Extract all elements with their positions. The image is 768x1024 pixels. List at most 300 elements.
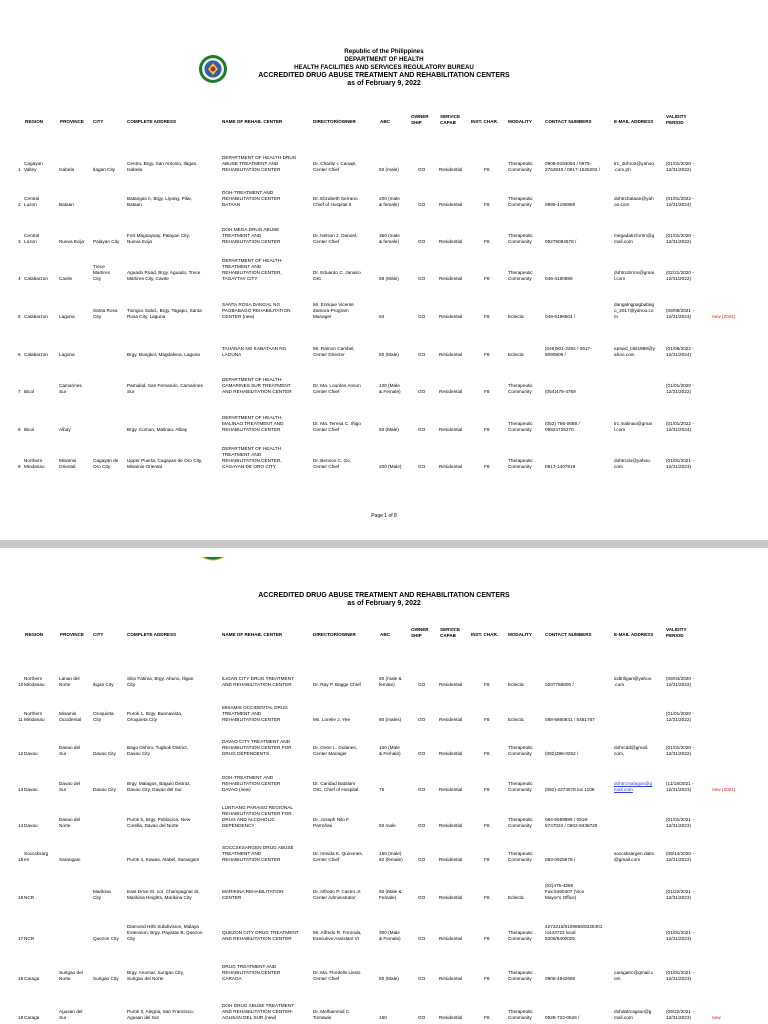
col-city: CITY — [93, 119, 104, 124]
inst-char-cell: F8 — [484, 351, 490, 357]
ownership-cell: GO — [418, 894, 426, 900]
row-number: 4 — [18, 275, 21, 281]
email-cell: epswd_tnkl1998@y ahoo.com — [614, 345, 655, 357]
inst-char-cell: F8 — [484, 313, 490, 319]
table-row — [0, 403, 768, 433]
province-cell: Nueva Ecija — [59, 238, 85, 244]
col-service: SERVICE CAPAB — [440, 627, 461, 638]
abc-cell: 64 — [379, 313, 385, 319]
table-row — [0, 436, 768, 470]
validity-cell: (01/08/2022 - 12/31/2024) — [666, 345, 694, 357]
column-header-row — [0, 113, 768, 133]
table-row — [0, 836, 768, 863]
center-name-cell: SOCCSKSARGEN DRUG ABUSE TREATMENT AND REHABILITATION CENTER — [222, 844, 294, 862]
center-name-cell: MARIKINA REHABILITATION CENTER — [222, 888, 284, 900]
director-cell: Dr. Caridad Batalam OIC, Chief of Hospital — [313, 780, 359, 792]
address-cell: Aguado Road, Brgy. Aguado, Trece Martires City, Cavite — [127, 269, 201, 281]
service-cell: Residential — [439, 894, 463, 900]
inst-char-cell: F8 — [484, 822, 490, 828]
service-cell: Residential — [439, 351, 463, 357]
director-cell: Ms. Lorelie J. Yee — [313, 716, 351, 722]
inst-char-cell: F8 — [484, 750, 490, 756]
inst-char-cell: F8 — [484, 463, 490, 469]
service-cell: Residential — [439, 1014, 463, 1020]
page-number: Page 1 of 8 — [371, 513, 397, 519]
contact-cell: (052) 786-0688 / 09924725270 — [545, 420, 580, 432]
province-cell: Davao del Norte — [59, 816, 81, 828]
col-contact: CONTACT NUMBERS — [545, 119, 592, 124]
center-name-cell: DOH-TREATMENT AND REHABILITATION CENTER BATAAN — [222, 189, 281, 207]
row-number: 5 — [18, 313, 21, 319]
as-of-date-2: as of February 9, 2022 — [347, 600, 421, 607]
director-cell: Dr. Nelson J. Danoel, Center Chief — [313, 232, 358, 244]
modality-cell: Eclectic — [508, 894, 525, 900]
table-row — [0, 695, 768, 723]
service-cell: Residential — [439, 201, 463, 207]
modality-cell: Therapeutic Community — [508, 382, 533, 394]
service-cell: Residential — [439, 463, 463, 469]
service-cell: Residential — [439, 238, 463, 244]
service-cell: Residential — [439, 716, 463, 722]
contact-cell: 0928-722-0526 / — [545, 1014, 580, 1020]
center-name-cell: DEPARTMENT OF HEALTH- MALINAO TREATMENT AND REHABILITATION CENTER — [222, 414, 284, 432]
abc-cell: 200 (Male) — [379, 463, 402, 469]
director-cell: Dr. Ma. Lourdes Anson Center Chief — [313, 382, 361, 394]
email-cell: dohrcdd@gmail. com, — [614, 744, 649, 756]
region-cell: Caraga — [24, 1014, 40, 1020]
abc-cell: 200 (male & female) — [379, 195, 400, 207]
email-cell[interactable]: dohtrcmalagos@g mail.com — [614, 780, 653, 792]
page2-header — [0, 592, 768, 608]
address-cell: Tiongco Subd., Brgy. Tagapo, Santa Rosa City, Laguna — [127, 307, 202, 319]
email-cell: icdtriligan@yahoo .com — [614, 675, 652, 687]
ownership-cell: GO — [418, 856, 426, 862]
abc-cell: 100 (Male & Female) — [379, 382, 401, 394]
center-name-cell: DEPARTMENT OF HEALTH- TREATMENT AND REHABILITATION CENTER, TAGAYTAY CITY — [222, 257, 283, 281]
center-name-cell: SANTA ROSA DANGAL NG PAGBABAGO REHABILITATION CENTER (new) — [222, 301, 291, 319]
modality-cell: Therapeutic Community — [508, 780, 533, 792]
col-inst-char: INST. CHAR. — [471, 119, 499, 124]
ownership-cell: GO — [418, 313, 426, 319]
new-badge: new — [712, 1014, 721, 1020]
center-name-cell: TAHANAN NG KABATAAN NG LAGUNA — [222, 345, 287, 357]
email-cell: caragatrc@gmail.c om — [614, 969, 654, 981]
abc-cell: 50 (Male) — [379, 975, 399, 981]
validity-cell: (01/01/2021 - 12/31/2023) — [666, 457, 694, 469]
center-name-cell: DEPARTMENT OF HEALTH- CAMARINES SUR TREATMENT AND REHABILITATION CENTER — [222, 376, 292, 394]
modality-cell: Therapeutic Community — [508, 160, 533, 172]
address-cell: Batangas II, Brgy. Liyang, Pilar, Bataan — [127, 195, 193, 207]
center-name-cell: DOH MEGA DRUG ABUSE TREATMENT AND REHABILITATION CENTER — [222, 226, 281, 244]
region-cell: Davao — [24, 786, 38, 792]
abc-cell: 50 (Male & Female) — [379, 888, 402, 900]
center-name-cell: ILIGAN CITY DRUG TREATMENT AND REHABILITATION CENTER — [222, 675, 294, 687]
abc-cell: 80 (male & female) — [379, 675, 402, 687]
province-cell: Bataan — [59, 201, 74, 207]
contact-cell: 0908-4842680 — [545, 975, 576, 981]
inst-char-cell: F8 — [484, 856, 490, 862]
header-bureau: HEALTH FACILITIES AND SERVICES REGULATORY BUREAU — [294, 64, 474, 71]
validity-cell: (01/01/2021 - 12/31/2023) — [666, 969, 694, 981]
validity-cell: (02/21/2020 - 12/31/2022) — [666, 269, 694, 281]
province-cell: Albay — [59, 426, 71, 432]
ownership-cell: GO — [418, 201, 426, 207]
address-cell: Upper Puerta, Cagayan de Oro City, Misamis Oriental — [127, 457, 203, 469]
validity-cell: (01/01/2020 - 12/31/2022) — [666, 160, 694, 172]
province-cell: Lanao del Norte — [59, 675, 80, 687]
col-address: COMPLETE ADDRESS — [127, 119, 177, 124]
row-number: 7 — [18, 388, 21, 394]
province-cell: Agusan del Sur — [59, 1008, 83, 1020]
service-cell: Residential — [439, 822, 463, 828]
table-row — [0, 336, 768, 358]
contact-cell: 4272215/8109865/8226301 /4443722 local 8205/8400025 — [545, 923, 603, 941]
province-cell: Laguna — [59, 351, 75, 357]
table-row — [0, 989, 768, 1021]
province-cell: Sarangani — [59, 856, 81, 862]
row-number: 10 — [18, 681, 24, 687]
table-row — [0, 795, 768, 829]
region-cell: Northern Mindanao — [24, 710, 45, 722]
service-cell: Residential — [439, 975, 463, 981]
validity-cell: (09/14/2020 - 12/31/2022) — [666, 850, 694, 862]
inst-char-cell: F8 — [484, 681, 490, 687]
col-address: COMPLETE ADDRESS — [127, 632, 177, 637]
province-cell: Misamis Oriental — [59, 457, 77, 469]
region-cell: Bicol — [24, 388, 35, 394]
province-cell: Davao del Sur — [59, 744, 81, 756]
city-cell: Iligan City — [93, 681, 114, 687]
city-cell: Oroquieta City — [93, 710, 114, 722]
director-cell: Dr. Ray P. Bagge Chief — [313, 681, 361, 687]
ownership-cell: GO — [418, 935, 426, 941]
modality-cell: Therapeutic Community — [508, 420, 533, 432]
validity-cell: (01/01/2020 - 12/31/2022) — [666, 710, 694, 722]
modality-cell: Therapeutic Community — [508, 457, 533, 469]
director-cell: Dr. Alfredo P. Castro Jr. Center Administrator — [313, 888, 362, 900]
ownership-cell: GO — [418, 750, 426, 756]
ownership-cell: GO — [418, 238, 426, 244]
city-cell: Quezon City — [93, 935, 119, 941]
row-number: 16 — [18, 894, 24, 900]
region-cell: NCR — [24, 935, 35, 941]
contact-cell: 084-6559896 / 0918- 5747024 / 0602-8438720 — [545, 816, 598, 828]
city-cell: Surigao City — [93, 975, 119, 981]
abc-cell: 300 (Male & Female) — [379, 929, 401, 941]
col-region: REGION — [25, 119, 44, 124]
inst-char-cell: F8 — [484, 426, 490, 432]
contact-cell: (082)-2274078 loc 1108 — [545, 786, 595, 792]
col-ownership: OWNER SHIP — [411, 114, 429, 125]
col-director: DIRECTOR/OWNER — [313, 119, 356, 124]
validity-cell: (01/01/2020 - 12/31/2022) — [666, 744, 694, 756]
abc-cell: 75 — [379, 786, 385, 792]
modality-cell: Therapeutic Community — [508, 195, 533, 207]
director-cell: Dr. Charity I. Canapi, Center Chief — [313, 160, 357, 172]
region-cell: Northern Mindanao — [24, 457, 45, 469]
email-cell: megadatrcfortm@g mail.com — [614, 232, 655, 244]
inst-char-cell: F8 — [484, 388, 490, 394]
validity-cell: (01/01/2022 - 12/31/2024) — [666, 420, 694, 432]
as-of-date: as of February 9, 2022 — [347, 80, 421, 87]
ownership-cell: GO — [418, 275, 426, 281]
contact-cell: 0917-1407819 — [545, 463, 576, 469]
row-number: 18 — [18, 975, 24, 981]
row-number: 17 — [18, 935, 24, 941]
ownership-cell: GO — [418, 1014, 426, 1020]
email-cell: trc_dohro2@yahoo .com.ph — [614, 160, 654, 172]
col-modality: MODALITY — [508, 632, 532, 637]
table-row — [0, 910, 768, 942]
modality-cell: Therapeutic Community — [508, 850, 533, 862]
row-number: 14 — [18, 822, 24, 828]
center-name-cell: DAVAO CITY TREATMENT AND REHABILITATION CENTER FOR DRUG DEPENDENTS — [222, 738, 292, 756]
col-province: PROVINCE — [60, 632, 84, 637]
address-cell: Brgy. Bungkol, Magdalena, Laguna — [127, 351, 200, 357]
email-cell: dangalngpagbabag o_2017@yahoo.co m — [614, 301, 655, 319]
service-cell: Residential — [439, 856, 463, 862]
address-cell: Sitio Fatima, Brgy. Abuno, Iligan City — [127, 675, 194, 687]
contact-cell: 0207788800 / — [545, 681, 574, 687]
row-number: 19 — [18, 1014, 24, 1020]
region-cell: Soccsksarg en — [24, 850, 49, 862]
director-cell: Dr. Irenida K. Quinones, Center Chief — [313, 850, 364, 862]
col-validity: VALIDITY PERIOD — [666, 627, 687, 638]
region-cell: Bicol — [24, 426, 35, 432]
service-cell: Residential — [439, 388, 463, 394]
inst-char-cell: F8 — [484, 238, 490, 244]
abc-cell: 50 (male) — [379, 166, 399, 172]
email-cell: soccsksargen.datrc @gmail.com — [614, 850, 655, 862]
address-cell: Brgy. Malagos, Baguio District, Davao City, Davao del Sur — [127, 780, 191, 792]
abc-cell: 350 (male & female) — [379, 232, 400, 244]
table-row — [0, 369, 768, 395]
row-number: 9 — [18, 463, 21, 469]
ownership-cell: GO — [418, 786, 426, 792]
address-cell: Purok 4, Kawas, Alabel, Sarangani — [127, 856, 200, 862]
contact-cell: 0908-8184084 / 0975- 2762840 / 0917-1526202 / — [545, 160, 600, 172]
validity-cell: (01/01/2020 - 12/31/2022) — [666, 382, 694, 394]
center-name-cell: DEPARTMENT OF HEALTH-DRUG ABUSE TREATMENT AND REHABILITATION CENTER — [222, 154, 297, 172]
email-cell: dohdatrcagsur@g mail.com — [614, 1008, 652, 1020]
validity-cell: (01/01/2022 - 12/31/2024) — [666, 195, 694, 207]
abc-cell: 80 (males) — [379, 716, 402, 722]
row-number: 1 — [18, 166, 21, 172]
inst-char-cell: F8 — [484, 935, 490, 941]
city-cell: Cagayan de Oro City — [93, 457, 119, 469]
col-director: DIRECTOR/OWNER — [313, 632, 356, 637]
center-name-cell: DOH-TREATMENT AND REHABILITATION CENTER DAVAO (new) — [222, 774, 281, 792]
service-cell: Residential — [439, 275, 463, 281]
col-service: SERVICE CAPAB — [440, 114, 461, 125]
col-validity: VALIDITY PERIOD — [666, 114, 687, 125]
table-row — [0, 287, 768, 320]
table-row — [0, 727, 768, 757]
table-row — [0, 250, 768, 282]
province-cell: Misamis Occidental — [59, 710, 82, 722]
director-cell: Mr. Ramon Cambel, Center Director — [313, 345, 355, 357]
document-page-2 — [0, 548, 768, 1024]
validity-cell: (01/01/2021 - 12/31/2023) — [666, 816, 694, 828]
modality-cell: Therapeutic Community — [508, 1008, 533, 1020]
modality-cell: Therapeutic Community — [508, 929, 533, 941]
contact-cell: 0999-4190880 — [545, 201, 576, 207]
table-row — [0, 141, 768, 173]
province-cell: Cavite — [59, 275, 73, 281]
row-number: 8 — [18, 426, 21, 432]
contact-cell: (082)298-0252 / — [545, 750, 579, 756]
director-cell: Dr. Eduardo C. Janairo OIC — [313, 269, 361, 281]
director-cell: Mr. Enrique Vicente Zamora-Program Manager — [313, 301, 354, 319]
modality-cell: Therapeutic Community — [508, 969, 533, 981]
director-cell: Dr. Joseph Nilo F. Parreñas — [313, 816, 350, 828]
validity-cell: (11/18/2021 - 12/31/2023) — [666, 780, 694, 792]
director-cell: Dr. Ma. Flordelis Liesis Center Chief — [313, 969, 361, 981]
center-name-cell: DEPARTMENT OF HEALTH TREATMENT AND REHABILITATION CENTER, CAGAYAN DE ORO CITY — [222, 445, 282, 469]
modality-cell: Eclectic — [508, 681, 525, 687]
ownership-cell: GO — [418, 975, 426, 981]
contact-cell: (049)501-2294 / 0917- 8090806 / — [545, 345, 592, 357]
address-cell: Diamond Hills Subdivision, Malaya Extension, Brgy. Payatas B, Quezon City — [127, 923, 203, 941]
service-cell: Residential — [439, 313, 463, 319]
document-title: ACCREDITED DRUG ABUSE TREATMENT AND REHABILITATION CENTERS — [258, 72, 510, 79]
province-cell: Isabela — [59, 166, 75, 172]
service-cell: Residential — [439, 786, 463, 792]
table-row — [0, 873, 768, 901]
col-ownership: OWNER SHIP — [411, 627, 429, 638]
region-cell: Calabarzon — [24, 275, 48, 281]
contact-cell: 083-0925678 / — [545, 856, 576, 862]
contact-cell: (02)475-4269 Fax:5460407 (Vice Mayor's Office) — [545, 882, 585, 900]
validity-cell: (09/22/2021 - 12/31/2023) — [666, 1008, 694, 1020]
col-email: E-MAIL ADDRESS — [614, 119, 654, 124]
table-row — [0, 178, 768, 208]
service-cell: Residential — [439, 426, 463, 432]
row-number: 3 — [18, 238, 21, 244]
col-province: PROVINCE — [60, 119, 84, 124]
modality-cell: Eclectic — [508, 716, 525, 722]
validity-cell: (09/04/2020 - 12/31/2022) — [666, 675, 694, 687]
region-cell: Northern Mindanao — [24, 675, 45, 687]
column-header-row-2 — [0, 626, 768, 646]
ownership-cell: GO — [418, 388, 426, 394]
col-region: REGION — [25, 632, 44, 637]
service-cell: Residential — [439, 935, 463, 941]
center-name-cell: LUNTIANG PARAISO REGIONAL REHABILITATION CENTER FOR DRUG AND ALCOHOLIC DEPENDENCY — [222, 804, 294, 828]
inst-char-cell: F8 — [484, 716, 490, 722]
abc-cell: 68 (Male) — [379, 275, 399, 281]
region-cell: Cagayan Valley — [24, 160, 43, 172]
region-cell: Central Luzon — [24, 232, 40, 244]
table-row — [0, 760, 768, 793]
document-title-2: ACCREDITED DRUG ABUSE TREATMENT AND REHABILITATION CENTERS — [258, 592, 510, 599]
row-number: 15 — [18, 856, 24, 862]
city-cell: Santa Rosa City — [93, 307, 118, 319]
address-cell: Pamukid, San Fernando, Camarines Sur — [127, 382, 203, 394]
row-number: 11 — [18, 716, 23, 722]
province-cell: Davao del Sur — [59, 780, 81, 792]
contact-cell: (054)478-4769 — [545, 388, 576, 394]
province-cell: Surigao del Norte — [59, 969, 83, 981]
center-name-cell: QUEZON CITY DRUG TREATMENT AND REHABILITATION CENTER — [222, 929, 299, 941]
header-department: DEPARTMENT OF HEALTH — [344, 56, 424, 63]
address-cell: Brgy. Anomar, Surigao City, Surigao del Norte — [127, 969, 184, 981]
row-number: 12 — [18, 750, 24, 756]
inst-char-cell: F8 — [484, 894, 490, 900]
ownership-cell: GO — [418, 426, 426, 432]
address-cell: East Drive St. cor. Champagnat St. Marikina Heights, Marikina City — [127, 888, 200, 900]
col-center-name: NAME OF REHAB. CENTER — [222, 632, 283, 637]
ownership-cell: GO — [418, 822, 426, 828]
city-cell: Ilagan City — [93, 166, 116, 172]
service-cell: Residential — [439, 750, 463, 756]
ownership-cell: GO — [418, 166, 426, 172]
director-cell: Dr. Elizabeth Serrano Chief of Hospital II — [313, 195, 358, 207]
inst-char-cell: F8 — [484, 786, 490, 792]
header-republic: Republic of the Philippines — [344, 48, 424, 55]
validity-cell: (09/09/2021 - 12/31/2023) — [666, 307, 694, 319]
ownership-cell: GO — [418, 351, 426, 357]
row-number: 2 — [18, 201, 21, 207]
address-cell: Brgy. Comun, Malinao, Albay — [127, 426, 188, 432]
address-cell: Purok 5, Brgy. Poblacion, New Corella, Davao del Norte — [127, 816, 191, 828]
col-abc: ABC — [380, 119, 390, 124]
inst-char-cell: F8 — [484, 1014, 490, 1020]
city-cell: Marikina City — [93, 888, 111, 900]
center-name-cell: MISAMIS OCCIDENTAL DRUG TREATMENT AND REHABILITATION CENTER — [222, 704, 288, 722]
new-badge: new (2021) — [712, 786, 736, 792]
director-cell: Dr. Ma. Teresa C. Iñigo Center Chief — [313, 420, 361, 432]
col-contact: CONTACT NUMBERS — [545, 632, 592, 637]
city-cell: Davao City — [93, 786, 116, 792]
service-cell: Residential — [439, 681, 463, 687]
region-cell: Calabarzon — [24, 351, 48, 357]
table-row — [0, 952, 768, 982]
seal-fragment-icon — [201, 548, 225, 552]
address-cell: Bago Oshiro, Tugbok District, Davao City — [127, 744, 188, 756]
region-cell: Calabarzon — [24, 313, 48, 319]
director-cell: Dr. Gene L. Gulanes, Center Manager — [313, 744, 358, 756]
validity-cell: (01/01/2021 - 12/31/2023) — [666, 929, 694, 941]
new-badge: new (2021) — [712, 313, 736, 319]
service-cell: Residential — [439, 166, 463, 172]
address-cell: Purok II, Alegria, San Francisco, Agusan del Sur — [127, 1008, 194, 1020]
row-number: 6 — [18, 351, 21, 357]
col-center-name: NAME OF REHAB. CENTER — [222, 119, 283, 124]
ownership-cell: GO — [418, 716, 426, 722]
col-abc: ABC — [380, 632, 390, 637]
modality-cell: Therapeutic Community — [508, 744, 533, 756]
address-cell: Centro, Brgy. San Antonio, Ilagan, Isabela — [127, 160, 198, 172]
row-number: 13 — [18, 786, 24, 792]
abc-cell: 100 (Male & Female) — [379, 744, 401, 756]
region-cell: Caraga — [24, 975, 40, 981]
col-inst-char: INST. CHAR. — [471, 632, 499, 637]
province-cell: Camarines Sur — [59, 382, 82, 394]
director-cell: Dr. Melhammid C. Tomawis — [313, 1008, 351, 1020]
modality-cell: Eclectic — [508, 313, 525, 319]
ownership-cell: GO — [418, 681, 426, 687]
email-cell: trc.malinao@gmai l.com — [614, 420, 652, 432]
col-email: E-MAIL ADDRESS — [614, 632, 654, 637]
address-cell: Fort Magsaysay, Palayan City, Nueva Ecija — [127, 232, 190, 244]
abc-cell: 50 male — [379, 822, 396, 828]
email-cell: dohtrcdrrms@gmai l.com — [614, 269, 654, 281]
inst-char-cell: F8 — [484, 275, 490, 281]
inst-char-cell: F8 — [484, 201, 490, 207]
abc-cell: 50 (Male) — [379, 351, 399, 357]
center-name-cell: DRUG TREATMENT AND REHABILITATION CENTER CARAGA — [222, 963, 281, 981]
